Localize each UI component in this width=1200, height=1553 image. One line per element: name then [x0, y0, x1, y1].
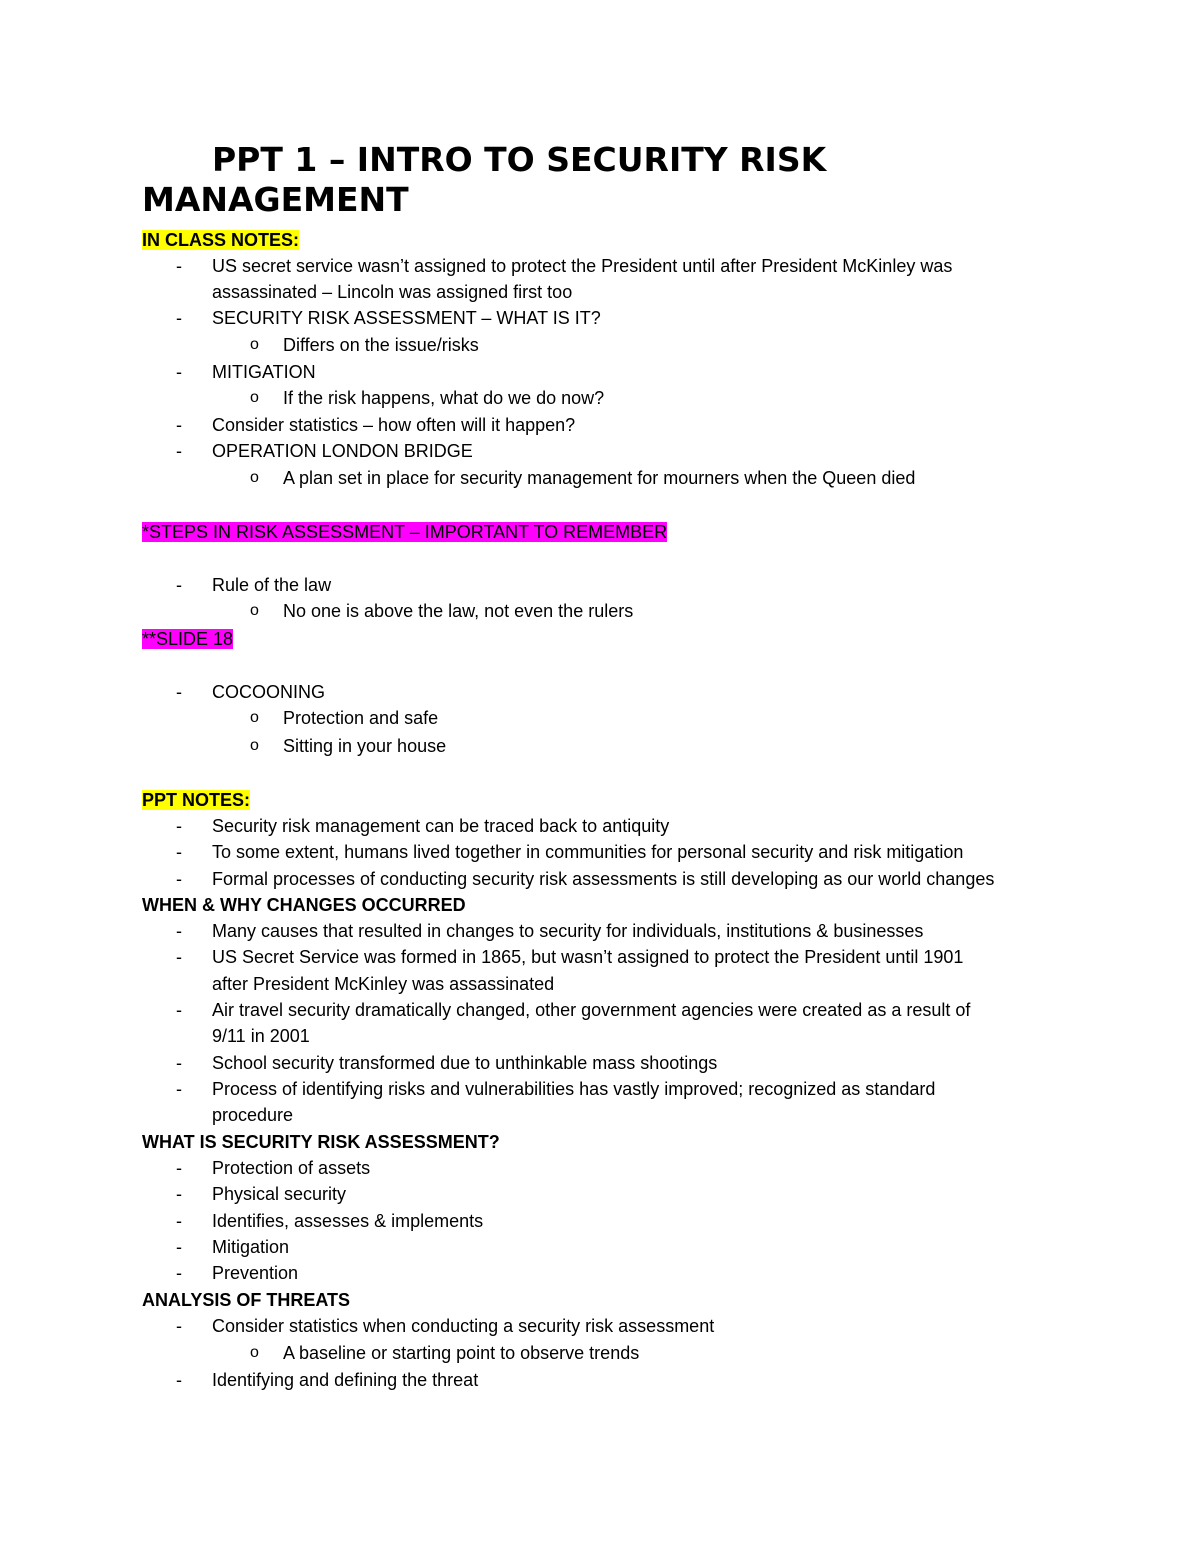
list-item: Security risk management can be traced back to antiquity	[212, 816, 670, 836]
circle-bullet: o	[250, 602, 259, 619]
circle-bullet: o	[250, 1344, 259, 1361]
circle-bullet: o	[250, 737, 259, 754]
dash-bullet: -	[176, 816, 182, 836]
circle-bullet: o	[250, 469, 259, 486]
list-item: US Secret Service was formed in 1865, but wasn’t assigned to protect the President until 1901	[212, 947, 964, 967]
list-item: SECURITY RISK ASSESSMENT – WHAT IS IT?	[212, 308, 601, 328]
dash-bullet: -	[176, 441, 182, 461]
dash-bullet: -	[176, 1263, 182, 1283]
list-item: Consider statistics – how often will it happen?	[212, 415, 576, 435]
sub-list-item: No one is above the law, not even the rulers	[283, 601, 634, 621]
list-item: Identifies, assesses & implements	[212, 1211, 484, 1231]
dash-bullet: -	[176, 921, 182, 941]
dash-bullet: -	[176, 1211, 182, 1231]
list-item: Physical security	[212, 1184, 347, 1204]
list-item: MITIGATION	[212, 362, 316, 382]
list-item: Prevention	[212, 1263, 299, 1283]
section-heading-ppt-notes: PPT NOTES:	[142, 790, 251, 810]
list-item: COCOONING	[212, 682, 326, 702]
dash-bullet: -	[176, 308, 182, 328]
dash-bullet: -	[176, 415, 182, 435]
circle-bullet: o	[250, 709, 259, 726]
section-heading-steps: *STEPS IN RISK ASSESSMENT – IMPORTANT TO REMEMBER	[142, 522, 668, 542]
page-title	[142, 140, 1102, 220]
list-item: Mitigation	[212, 1237, 290, 1257]
list-item: US secret service wasn’t assigned to protect the President until after President McKinley was	[212, 256, 953, 276]
dash-bullet: -	[176, 1053, 182, 1073]
list-item: Many causes that resulted in changes to security for individuals, institutions & businesses	[212, 921, 924, 941]
dash-bullet: -	[176, 869, 182, 889]
dash-bullet: -	[176, 1000, 182, 1020]
dash-bullet: -	[176, 1370, 182, 1390]
dash-bullet: -	[176, 842, 182, 862]
dash-bullet: -	[176, 1158, 182, 1178]
dash-bullet: -	[176, 947, 182, 967]
dash-bullet: -	[176, 256, 182, 276]
list-item-continuation: after President McKinley was assassinated	[212, 974, 555, 994]
list-item: Formal processes of conducting security risk assessments is still developing as our world changes	[212, 869, 995, 889]
list-item: Identifying and defining the threat	[212, 1370, 479, 1390]
title-line-1: PPT 1 – INTRO TO SECURITY RISK	[212, 140, 827, 179]
list-item-continuation: assassinated – Lincoln was assigned first too	[212, 282, 573, 302]
dash-bullet: -	[176, 575, 182, 595]
list-item: Protection of assets	[212, 1158, 371, 1178]
list-item: Air travel security dramatically changed, other government agencies were created as a result of	[212, 1000, 971, 1020]
dash-bullet: -	[176, 682, 182, 702]
section-heading-threats: ANALYSIS OF THREATS	[142, 1290, 351, 1310]
list-item: Consider statistics when conducting a security risk assessment	[212, 1316, 715, 1336]
dash-bullet: -	[176, 1237, 182, 1257]
dash-bullet: -	[176, 1184, 182, 1204]
sub-list-item: A baseline or starting point to observe trends	[283, 1343, 640, 1363]
section-heading-when-why: WHEN & WHY CHANGES OCCURRED	[142, 895, 466, 915]
list-item-continuation: procedure	[212, 1105, 294, 1125]
sub-list-item: Protection and safe	[283, 708, 439, 728]
section-heading-slide-18: **SLIDE 18	[142, 629, 234, 649]
sub-list-item: If the risk happens, what do we do now?	[283, 388, 605, 408]
list-item: Rule of the law	[212, 575, 332, 595]
title-line-2: MANAGEMENT	[142, 180, 409, 219]
circle-bullet: o	[250, 389, 259, 406]
list-item: School security transformed due to unthinkable mass shootings	[212, 1053, 718, 1073]
list-item: OPERATION LONDON BRIDGE	[212, 441, 473, 461]
sub-list-item: Sitting in your house	[283, 736, 447, 756]
list-item: To some extent, humans lived together in communities for personal security and risk mitigation	[212, 842, 964, 862]
section-heading-in-class-notes: IN CLASS NOTES:	[142, 230, 300, 250]
sub-list-item: Differs on the issue/risks	[283, 335, 479, 355]
dash-bullet: -	[176, 362, 182, 382]
section-heading-what-is: WHAT IS SECURITY RISK ASSESSMENT?	[142, 1132, 500, 1152]
dash-bullet: -	[176, 1316, 182, 1336]
circle-bullet: o	[250, 336, 259, 353]
sub-list-item: A plan set in place for security management for mourners when the Queen died	[283, 468, 916, 488]
list-item-continuation: 9/11 in 2001	[212, 1026, 310, 1046]
list-item: Process of identifying risks and vulnerabilities has vastly improved; recognized as standard	[212, 1079, 936, 1099]
dash-bullet: -	[176, 1079, 182, 1099]
